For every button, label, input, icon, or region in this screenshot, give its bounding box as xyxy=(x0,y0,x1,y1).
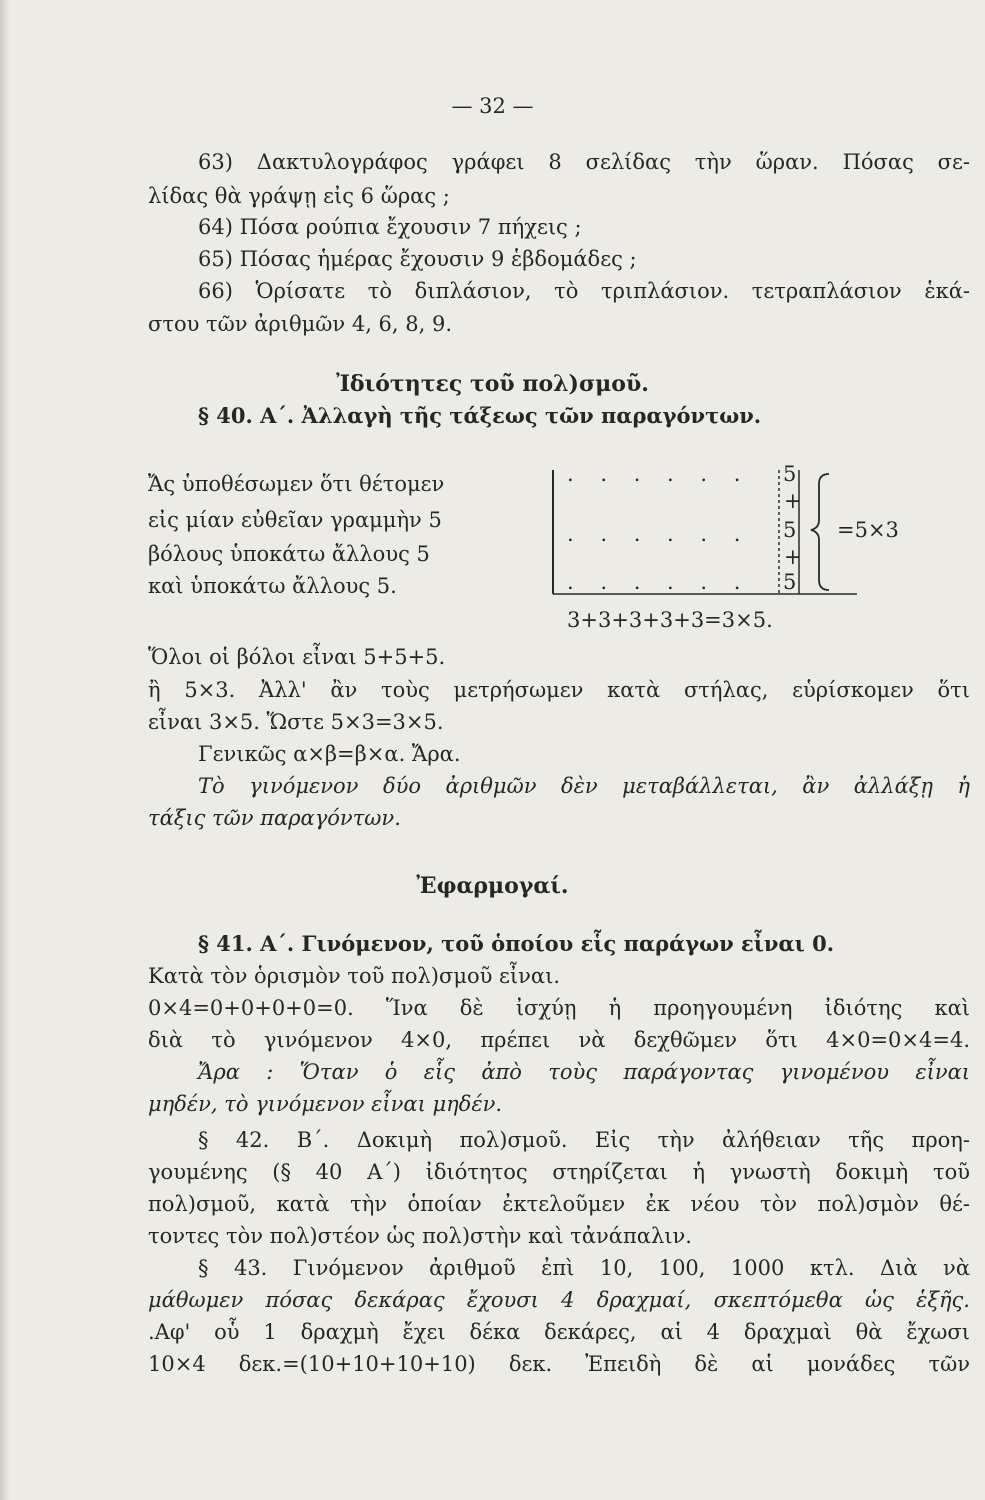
diagram-row-3-dots: . . . . . . xyxy=(567,570,751,594)
diagram-five-3: 5 xyxy=(783,570,797,594)
paragraph-42-line-4: τοντες τὸν πολ)στέον ὡς πολ)στὴν καὶ τἀνάπαλιν. xyxy=(148,1224,692,1248)
balls-arrangement-diagram xyxy=(545,462,935,642)
paragraph-40-rule-line-1: Τὸ γινόμενον δύο ἀριθμῶν δὲν μεταβάλλεται, ἂν ἀλλάξῃ ἡ xyxy=(198,774,970,798)
paragraph-43-line-3: .Αφ' οὗ 1 δραχμὴ ἔχει δέκα δεκάρες, αἱ 4 δραχμαὶ θὰ ἔχωσι xyxy=(148,1320,970,1344)
diagram-five-2: 5 xyxy=(783,518,797,542)
paragraph-40-heading: § 40. Α΄. Ἀλλαγὴ τῆς τάξεως τῶν παραγόντων. xyxy=(198,403,762,428)
diagram-plus-2: + xyxy=(784,545,802,569)
paragraph-43-line-4: 10×4 δεκ.=(10+10+10+10) δεκ. Ἐπειδὴ δὲ αἱ μονάδες τῶν xyxy=(148,1352,970,1376)
paragraph-42-line-3: πολ)σμοῦ, κατὰ τὴν ὁποίαν ἐκτελοῦμεν ἐκ νέου τὸν πολ)σμὸν θέ- xyxy=(148,1192,970,1216)
paragraph-41-heading: § 41. Α΄. Γινόμενον, τοῦ ὁποίου εἷς παράγων εἶναι 0. xyxy=(198,931,835,956)
paragraph-43-line-2: μάθωμεν πόσας δεκάρας ἔχουσι 4 δραχμαί, σκεπτόμεθα ὡς ἑξῆς. xyxy=(148,1288,970,1312)
paragraph-41-rule-line-2: μηδέν, τὸ γινόμενον εἶναι μηδέν. xyxy=(148,1092,503,1116)
diagram-row-2-dots: . . . . . . xyxy=(567,522,751,546)
paragraph-40-general: Γενικῶς α×β=β×α. Ἄρα. xyxy=(198,742,461,766)
section-title-properties: Ἰδιότητες τοῦ πολ)σμοῦ. xyxy=(336,371,649,397)
diagram-row-1-dots: . . . . . . xyxy=(567,462,751,486)
exercise-63-line-1: 63) Δακτυλογράφος γράφει 8 σελίδας τὴν ὥραν. Πόσας σε- xyxy=(198,150,970,174)
paragraph-40-text-line-3: βόλους ὑποκάτω ἄλλους 5 xyxy=(148,542,430,566)
paragraph-41-line-2: 0×4=0+0+0+0=0. Ἵνα δὲ ἰσχύῃ ἡ προηγουμένη ἰδιότης καὶ xyxy=(148,996,970,1020)
paragraph-41-line-3: διὰ τὸ γινόμενον 4×0, πρέπει νὰ δεχθῶμεν ὅτι 4×0=0×4=4. xyxy=(148,1028,970,1052)
exercise-63-line-2: λίδας θὰ γράψῃ εἰς 6 ὥρας ; xyxy=(148,184,450,208)
paragraph-43-line-1: § 43. Γινόμενον ἀριθμοῦ ἐπὶ 10, 100, 1000 κτλ. Διὰ νὰ xyxy=(198,1256,970,1280)
exercise-66-line-2: στου τῶν ἀριθμῶν 4, 6, 8, 9. xyxy=(148,312,453,336)
exercise-65: 65) Πόσας ἡμέρας ἔχουσιν 9 ἑβδομάδες ; xyxy=(198,247,637,271)
diagram-five-1: 5 xyxy=(783,462,797,486)
paragraph-40-text-line-1: Ἄς ὑποθέσωμεν ὅτι θέτομεν xyxy=(148,472,445,496)
paragraph-40-rule-line-2: τάξις τῶν παραγόντων. xyxy=(148,806,401,830)
paragraph-40-line-5: Ὅλοι οἱ βόλοι εἶναι 5+5+5. xyxy=(148,645,446,669)
page-number: — 32 — xyxy=(451,94,534,118)
paragraph-42-line-2: γουμένης (§ 40 Α΄) ἰδιότητος στηρίζεται ἡ γνωστὴ δοκιμὴ τοῦ xyxy=(148,1160,970,1184)
paragraph-40-line-6: ἢ 5×3. Ἀλλ' ἂν τοὺς μετρήσωμεν κατὰ στήλας, εὑρίσκομεν ὅτι xyxy=(148,678,970,702)
paragraph-42-line-1: § 42. Β΄. Δοκιμὴ πολ)σμοῦ. Εἰς τὴν ἀλήθειαν τῆς προη- xyxy=(198,1128,970,1152)
diagram-plus-1: + xyxy=(784,489,802,513)
section-title-applications: Ἐφαρμογαί. xyxy=(416,873,569,899)
paragraph-40-line-7: εἶναι 3×5. Ὥστε 5×3=3×5. xyxy=(148,710,444,734)
diagram-right-result: =5×3 xyxy=(837,518,899,542)
exercise-66-line-1: 66) Ὁρίσατε τὸ διπλάσιον, τὸ τριπλάσιον. τετραπλάσιον ἑκά- xyxy=(198,279,970,303)
exercise-64: 64) Πόσα ρούπια ἔχουσιν 7 πήχεις ; xyxy=(198,215,582,239)
diagram-bottom-sum: 3+3+3+3+3=3×5. xyxy=(567,608,773,632)
paragraph-40-text-line-4: καὶ ὑποκάτω ἄλλους 5. xyxy=(148,574,397,598)
paragraph-41-line-1: Κατὰ τὸν ὁρισμὸν τοῦ πολ)σμοῦ εἶναι. xyxy=(148,964,561,988)
paragraph-40-text-line-2: εἰς μίαν εὐθεῖαν γραμμὴν 5 xyxy=(148,508,442,532)
paragraph-41-rule-line-1: Ἄρα : Ὅταν ὁ εἷς ἀπὸ τοὺς παράγοντας γινομένου εἶναι xyxy=(198,1060,970,1084)
